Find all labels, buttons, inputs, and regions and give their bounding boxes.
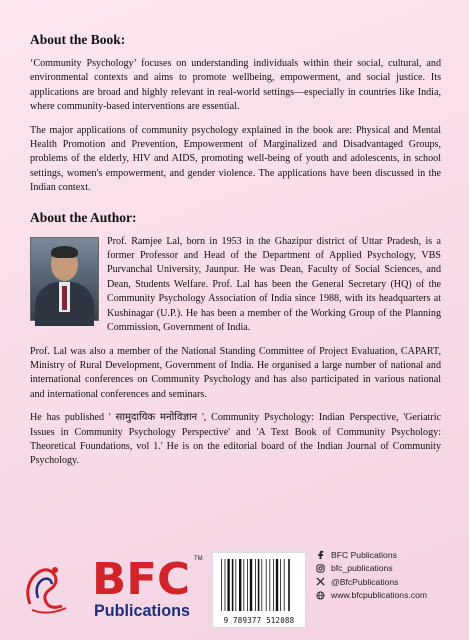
social-instagram-text: bfc_publications (331, 563, 393, 574)
social-facebook[interactable] (316, 548, 427, 562)
facebook-icon (316, 550, 325, 559)
about-author-heading: About the Author: (30, 209, 137, 225)
about-author-paragraph-2: Prof. Lal was also a member of the National Standing Committee of Project Evaluation, CAPART, Ministry of Rural Development, Government of India. He organised a large number of national and international conferences on Community Psychology and has also participated in various national and international conferences and seminars. (30, 345, 441, 400)
author-bio (30, 235, 441, 336)
social-x-text: @BfcPublications (331, 576, 399, 587)
x-icon (316, 577, 325, 586)
author-photo (30, 237, 99, 321)
bfc-publications-logo (90, 550, 203, 622)
about-book-paragraph-1: ‘Community Psychology’ focuses on understanding individuals within their social, cultural, and environmental contexts and aims to promote wellbeing, empowerment, and social justice. Its applications are broad and highly relevant in real-world settings—especially in countries like India, where community-based interventions are essential. (30, 58, 441, 113)
social-x[interactable] (316, 575, 427, 589)
social-instagram[interactable] (316, 562, 427, 576)
social-website[interactable] (316, 589, 427, 603)
back-cover-text (30, 32, 441, 478)
logo-tm-text: TM (194, 556, 203, 562)
globe-icon (316, 591, 325, 600)
social-website-text: www.bfcpublications.com (331, 590, 428, 601)
social-facebook-text: BFC Publications (331, 549, 397, 560)
logo-bfc-text: BFC (92, 554, 190, 605)
social-links (316, 548, 427, 602)
barcode-bars (213, 555, 305, 617)
bfc-emblem-icon (22, 558, 72, 618)
publisher-footer (0, 540, 469, 640)
logo-publications-text: Publications (94, 601, 190, 620)
isbn-digits: 9 789377 512088 (223, 616, 295, 625)
isbn-barcode (212, 552, 306, 628)
about-book-heading: About the Book: (30, 32, 126, 47)
about-book-paragraph-2: The major applications of community psychology explained in the book are: Physical and Mental Health Promotion and Prevention, Empowerment of Marginalized and Disadvantaged Groups, problems of the elderly, HIV and AIDS, promoting well-being of youth and adolescents, in school settings, women's empowerment, and gender violence. The applications have been discussed in the Indian context. (30, 124, 441, 194)
instagram-icon (316, 564, 325, 573)
about-author-paragraph-3: He has published ' सामुदायिक मनोविज्ञान ', Community Psychology: Indian Perspective, 'Geriatric Issues in Community Psychology Perspective' and 'A Text Book of Community Psychology: Theoretical Foundations, vol 1.' He is on the editorial board of the Indian Journal of Community Psychology. (30, 412, 441, 467)
about-author-paragraph-1: Prof. Ramjee Lal, born in 1953 in the Ghazipur district of Uttar Pradesh, is a former Professor and Head of the Department of Applied Psychology, VBS Purvanchal University, Jaunpur. He was Dean, Faculty of Social Sciences, and Dean, Students Welfare. Prof. Lal has been the General Secretary (HQ) of the Community Psychology Association of India since 1988, with its headquarters at Kushinagar (U.P.). He has been a member of the Working Group of the Planning Commission, Government of India. (107, 235, 441, 334)
